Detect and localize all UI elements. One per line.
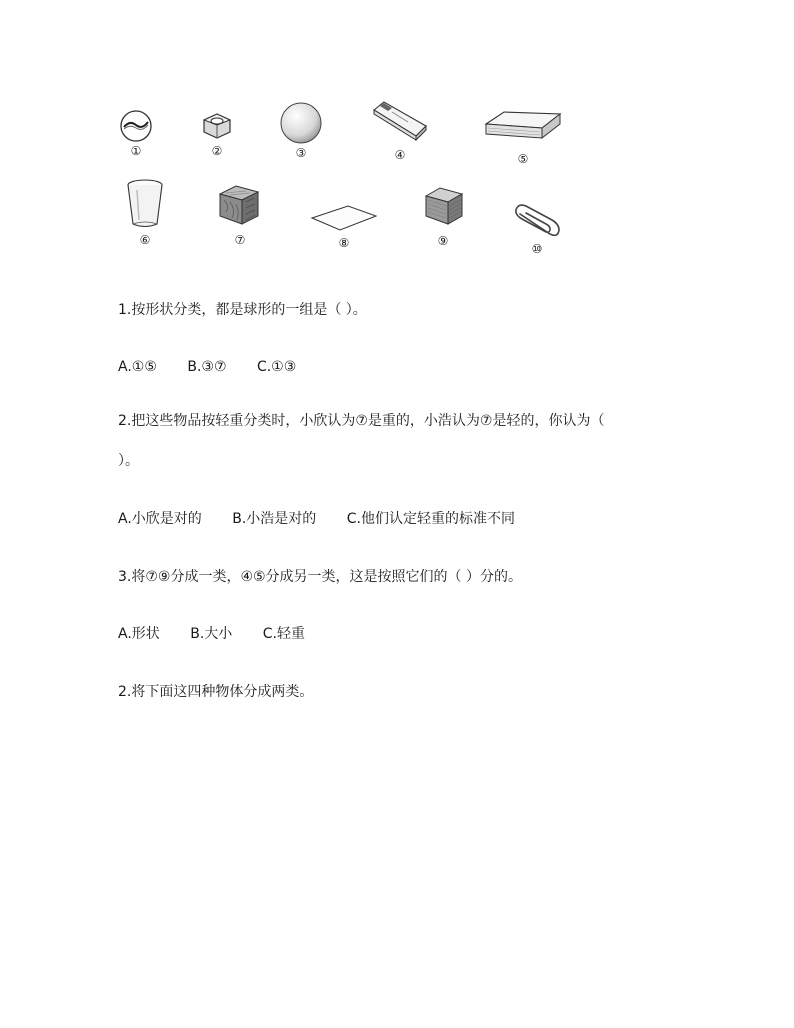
option-a[interactable]: A.形状	[118, 626, 160, 642]
option-b[interactable]: B.大小	[190, 626, 233, 642]
question-1-text: 1.按形状分类，都是球形的一组是（ ）。	[118, 302, 367, 318]
question-2-options	[118, 510, 515, 528]
option-c[interactable]: C.轻重	[262, 626, 305, 642]
option-c[interactable]: C.①③	[256, 359, 297, 375]
eraser-icon	[370, 98, 430, 142]
figure-label-10: ⑩	[531, 242, 543, 256]
option-a[interactable]: A.①⑤	[118, 359, 157, 375]
question-2-text-line1: 2.把这些物品按轻重分类时，小欣认为⑦是重的，小浩认为⑦是轻的，你认为（	[118, 413, 605, 429]
option-b[interactable]: B.③⑦	[187, 359, 227, 375]
paper-icon	[310, 204, 380, 232]
figure-label-5: ⑤	[517, 152, 529, 166]
section-2-heading: 2.将下面这四种物体分成两类。	[118, 684, 314, 700]
question-2-text-line2: ）。	[118, 453, 139, 469]
figure-label-6: ⑥	[139, 233, 151, 247]
question-3-options	[118, 625, 305, 643]
sphere-icon	[278, 100, 324, 146]
nut-icon	[198, 110, 236, 144]
figure-label-7: ⑦	[234, 233, 246, 247]
figure-label-2: ②	[211, 144, 223, 158]
book-icon	[484, 106, 564, 146]
wood-cube-icon	[216, 182, 262, 228]
paperclip-icon	[512, 204, 562, 240]
figure-label-8: ⑧	[338, 236, 350, 250]
figure-label-9: ⑨	[437, 234, 449, 248]
cube-icon	[422, 184, 466, 228]
question-1-options	[118, 358, 296, 376]
figure-label-4: ④	[394, 148, 406, 162]
cup-icon	[124, 178, 166, 230]
figure-label-1: ①	[130, 144, 142, 158]
ball-icon	[118, 108, 154, 144]
question-3-text: 3.将⑦⑨分成一类，④⑤分成另一类，这是按照它们的（ ）分的。	[118, 569, 523, 585]
option-a[interactable]: A.小欣是对的	[118, 511, 202, 527]
figure-label-3: ③	[295, 146, 307, 160]
option-b[interactable]: B.小浩是对的	[232, 511, 317, 527]
option-c[interactable]: C.他们认定轻重的标准不同	[346, 511, 515, 527]
